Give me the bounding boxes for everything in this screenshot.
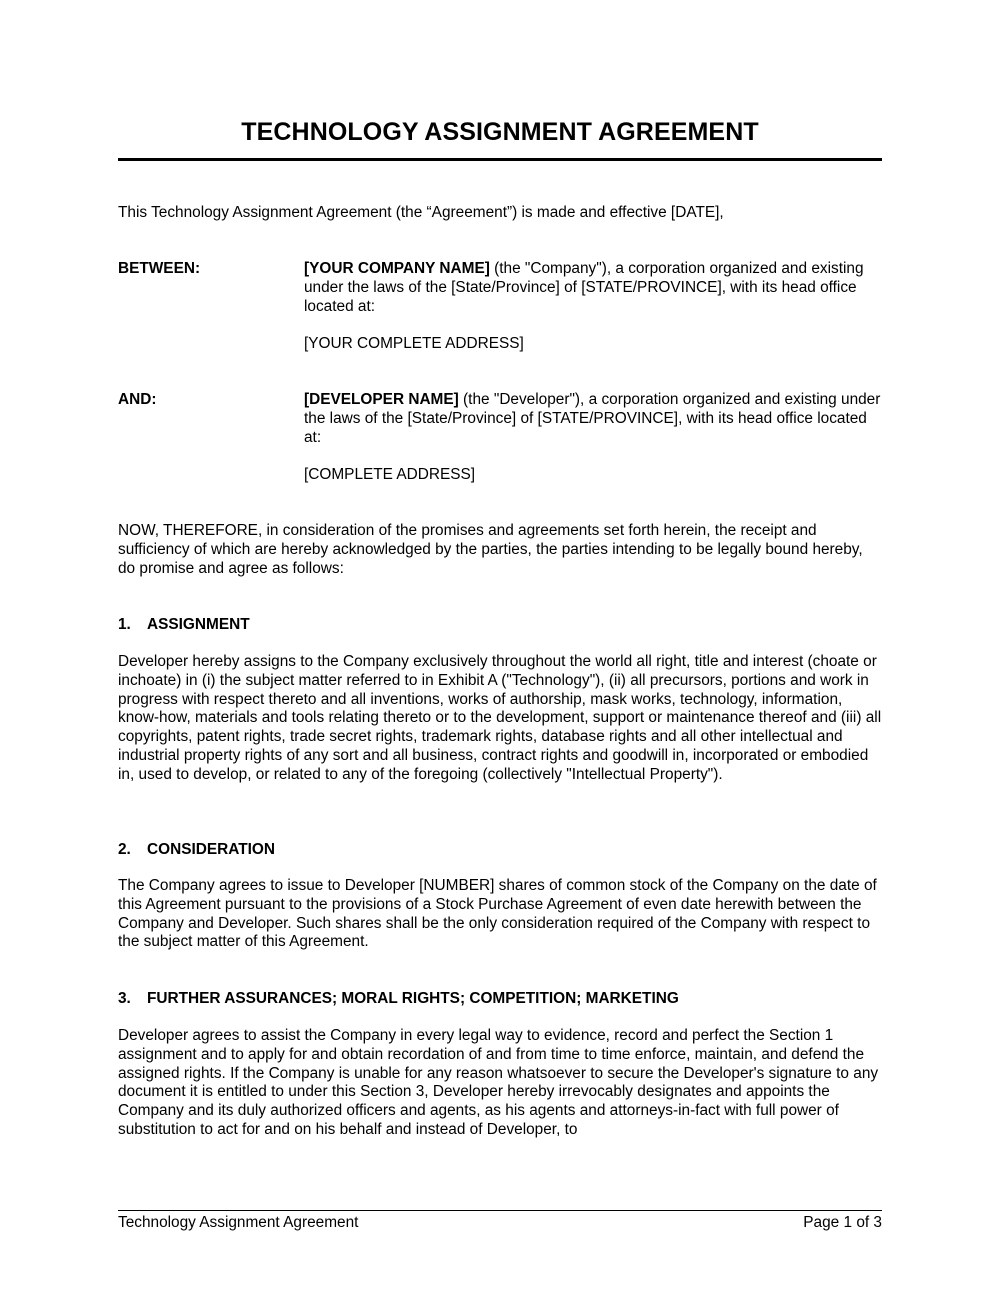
section-body-further-assurances: Developer agrees to assist the Company in every legal way to evidence, record and perfect the Section 1 assignment and to apply for and obtain recordation of and from time to time enforce, maintain, and defend the assigned rights. If the Company is unable for any reason whatsoever to secure the Developer's signature to any document it is entitled to under this Section 3, Developer hereby irrevocably designates and appoints the Company and its duly authorized officers and agents, as his agents and attorneys-in-fact with full power of substitution to act for and on his behalf and instead of Developer, to — [118, 1027, 879, 1138]
footer-page-number: Page 1 of 3 — [803, 1214, 882, 1231]
title-divider — [118, 158, 882, 161]
footer-document-name: Technology Assignment Agreement — [118, 1214, 359, 1231]
party-developer-details: (the "Developer"), a corporation organized and existing under the laws of the [State/Province] of [STATE/PROVINCE], with its head office located at: — [304, 391, 881, 446]
document-title: TECHNOLOGY ASSIGNMENT AGREEMENT — [241, 118, 759, 146]
section-title: CONSIDERATION — [147, 841, 275, 858]
section-title: ASSIGNMENT — [147, 616, 250, 633]
party-label-and: AND: — [118, 391, 157, 408]
party-developer-description — [304, 391, 884, 447]
section-body-consideration: The Company agrees to issue to Developer [NUMBER] shares of common stock of the Company on the date of this Agreement pursuant to the provisions of a Stock Purchase Agreement of even date herewith between the Company and Developer. Such shares shall be the only consideration required of the Company with respect to the subject matter of this Agreement. — [118, 877, 877, 951]
section-heading-consideration — [118, 841, 275, 860]
footer-divider — [118, 1210, 882, 1211]
party-developer-name: [DEVELOPER NAME] — [304, 391, 459, 408]
section-number: 3. — [118, 990, 131, 1007]
intro-paragraph: This Technology Assignment Agreement (the “Agreement”) is made and effective [DATE], — [118, 204, 724, 221]
section-number: 1. — [118, 616, 131, 633]
party-label-between: BETWEEN: — [118, 260, 201, 277]
document-page — [118, 0, 882, 1290]
section-body-assignment: Developer hereby assigns to the Company exclusively throughout the world all right, title and interest (choate or inchoate) in (i) the subject matter referred to in Exhibit A ("Technology"), (ii) all precursors, portions and work in progress with respect thereto and all inventions, works of authorship, mask works, technology, information, know-how, materials and tools relating thereto or to the development, support or maintenance thereof and (iii) all copyrights, patent rights, trade secret rights, trademark rights, database rights and all other intellectual and industrial property rights of any sort and all business, contract rights and goodwill in, incorporated or embodied in, used to develop, or related to any of the foregoing (collectively "Intellectual Property"). — [118, 653, 882, 783]
section-heading-further-assurances — [118, 990, 679, 1009]
party-company-details: (the "Company"), a corporation organized and existing under the laws of the [State/Province] of [STATE/PROVINCE], with its head office located at: — [304, 260, 864, 315]
party-company-address: [YOUR COMPLETE ADDRESS] — [304, 335, 524, 352]
party-developer-address: [COMPLETE ADDRESS] — [304, 466, 476, 483]
party-company-name: [YOUR COMPANY NAME] — [304, 260, 490, 277]
party-company-description — [304, 260, 884, 316]
section-title: FURTHER ASSURANCES; MORAL RIGHTS; COMPETITION; MARKETING — [147, 990, 679, 1007]
recital-paragraph: NOW, THEREFORE, in consideration of the promises and agreements set forth herein, the receipt and sufficiency of which are hereby acknowledged by the parties, the parties intending to be legally bound hereby, do promise and agree as follows: — [118, 522, 863, 577]
section-heading-assignment — [118, 616, 250, 635]
section-number: 2. — [118, 841, 131, 858]
